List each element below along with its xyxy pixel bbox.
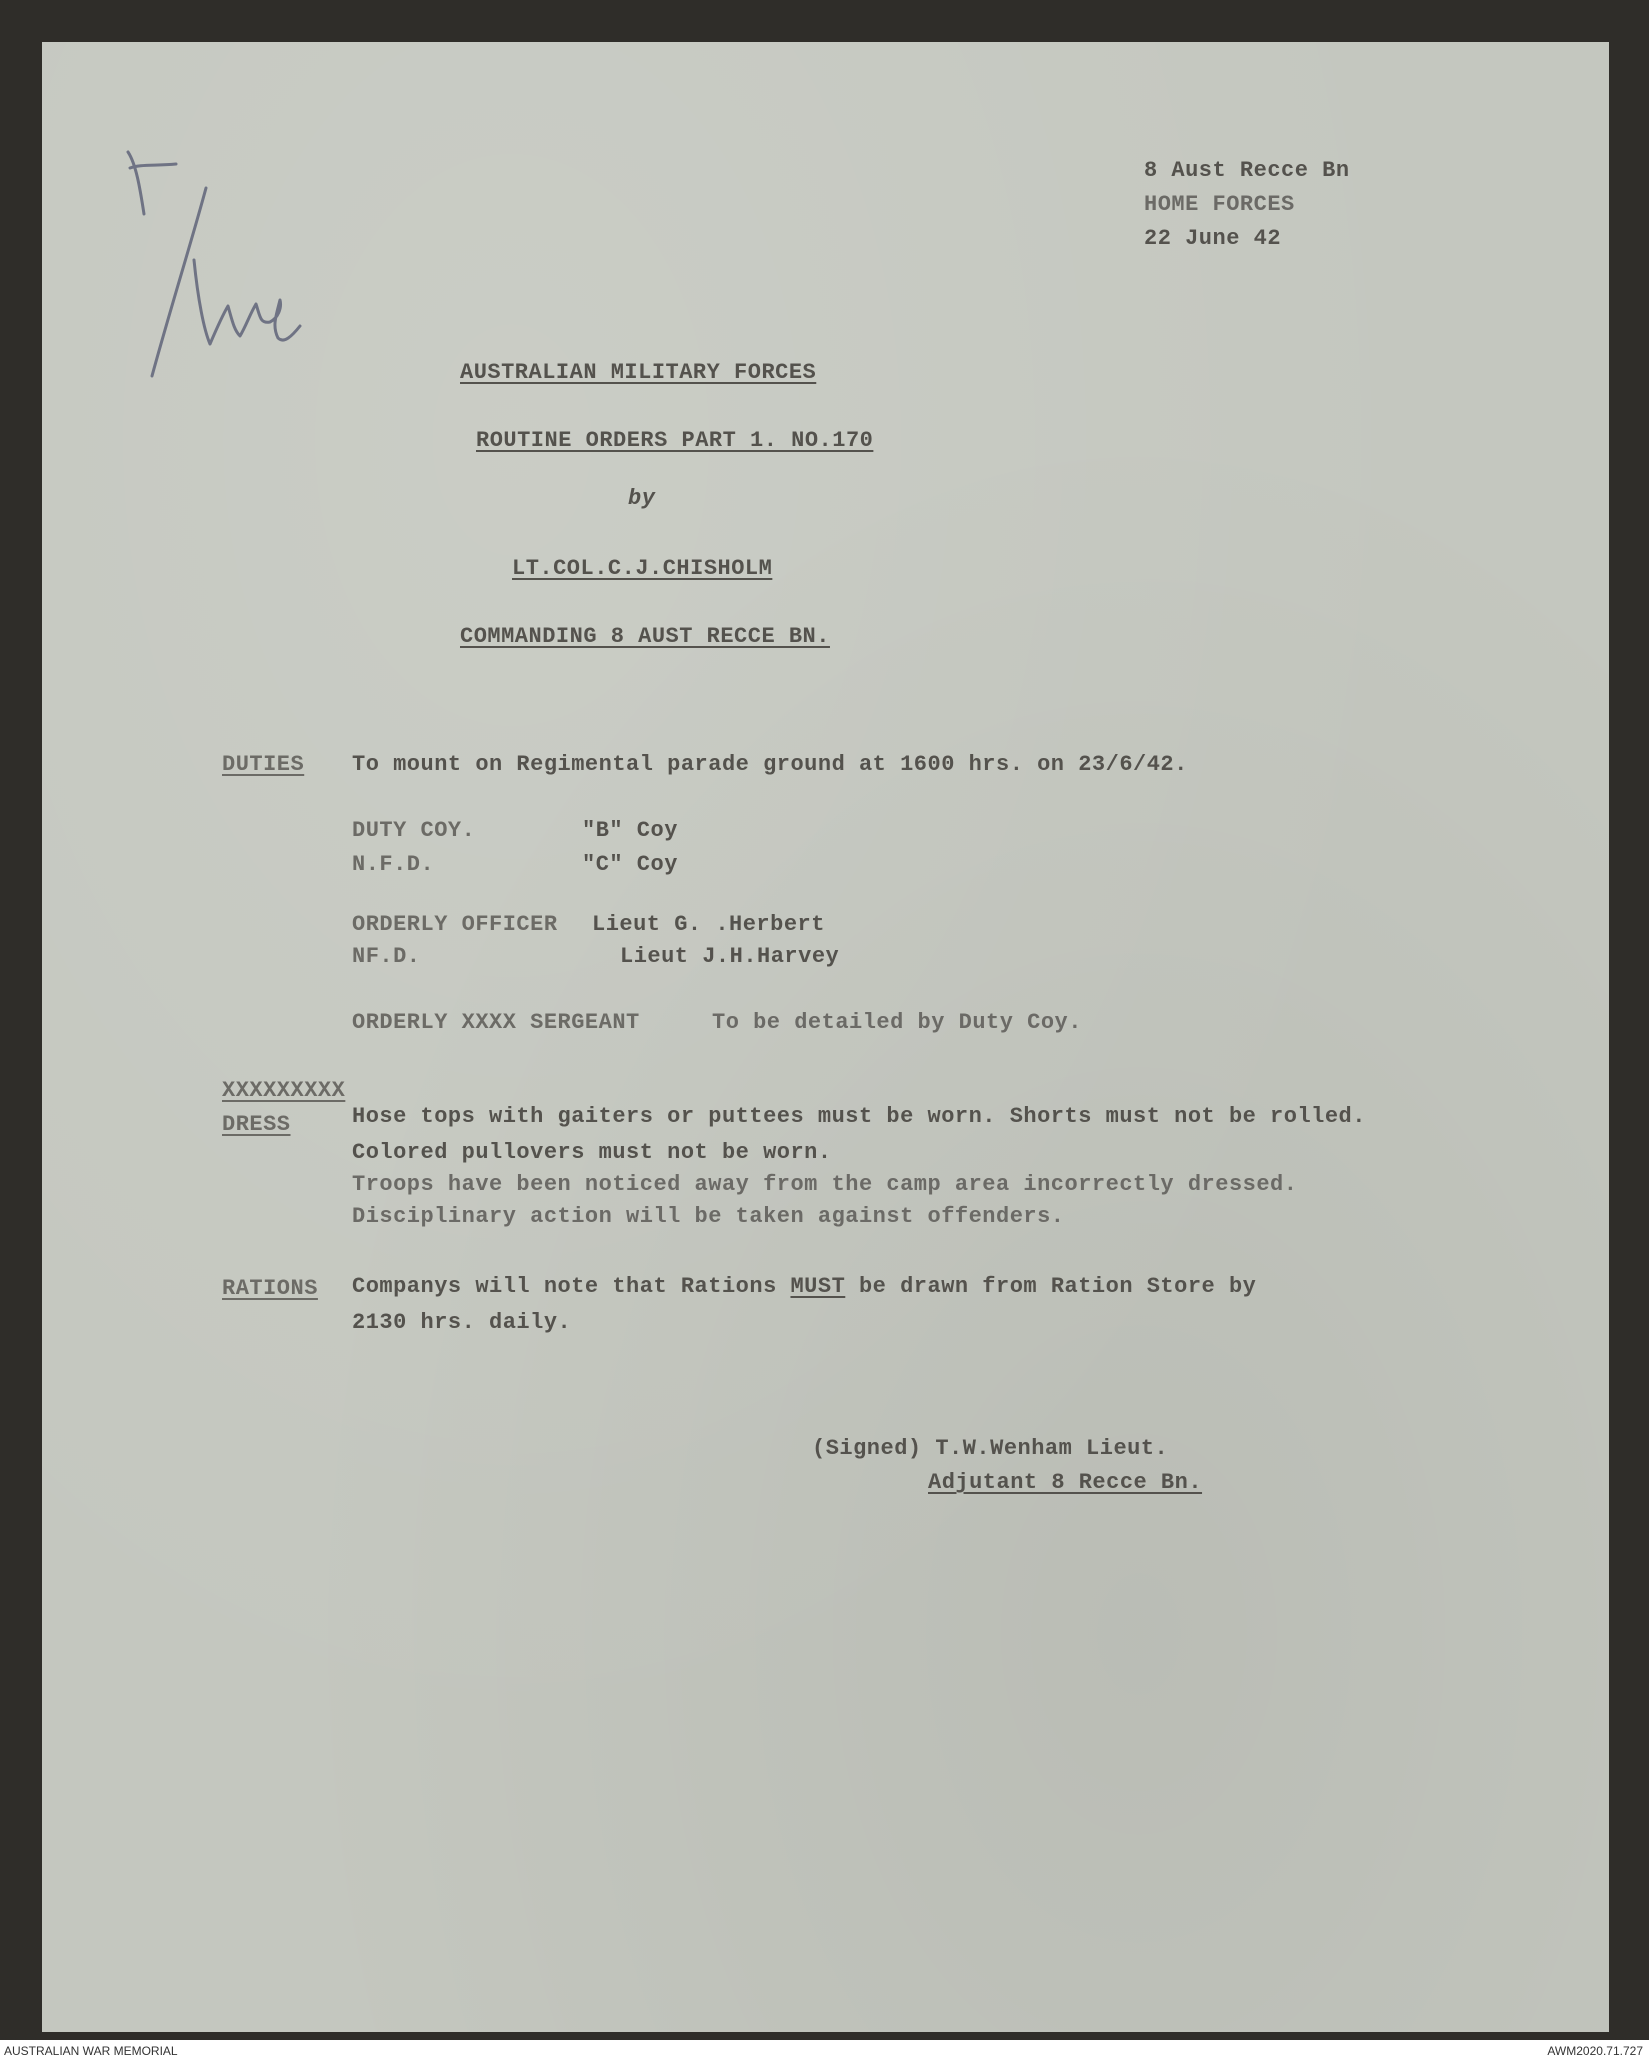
title-forces: AUSTRALIAN MILITARY FORCES: [460, 360, 817, 385]
dress-strikeout: XXXXXXXXX: [222, 1078, 346, 1103]
header-date: 22 June 42: [1144, 226, 1282, 251]
signature-line-1: (Signed) T.W.Wenham Lieut.: [812, 1436, 1169, 1461]
handwritten-annotation-icon: [110, 130, 310, 410]
rations-line-2: 2130 hrs. daily.: [352, 1310, 572, 1335]
rations-must: MUST: [790, 1274, 846, 1299]
nfd-officer-label: NF.D.: [352, 944, 421, 969]
duties-heading: DUTIES: [222, 752, 305, 777]
duty-coy-value: "B" Coy: [582, 818, 678, 843]
orderly-sergeant-label: ORDERLY XXXX SERGEANT: [352, 1010, 640, 1035]
header-unit: 8 Aust Recce Bn: [1144, 158, 1350, 183]
nfd-value: "C" Coy: [582, 852, 678, 877]
orderly-officer-value: Lieut G. .Herbert: [592, 912, 825, 937]
rations-line-1-post: be drawn from Ration Store by: [845, 1274, 1257, 1299]
title-by: by: [628, 486, 656, 511]
nfd-officer-value: Lieut J.H.Harvey: [620, 944, 840, 969]
orderly-sergeant-value: To be detailed by Duty Coy.: [712, 1010, 1082, 1035]
footer-reference: AWM2020.71.727: [1547, 2044, 1643, 2058]
rations-line-1-pre: Companys will note that Rations: [352, 1274, 791, 1299]
signature-line-2: Adjutant 8 Recce Bn.: [928, 1470, 1203, 1495]
orderly-officer-label: ORDERLY OFFICER: [352, 912, 558, 937]
rations-line-1: [352, 1274, 1256, 1299]
title-officer: LT.COL.C.J.CHISHOLM: [512, 556, 773, 581]
dress-line-4: Disciplinary action will be taken against offenders.: [352, 1204, 1065, 1229]
header-forces: HOME FORCES: [1144, 192, 1295, 217]
title-routine-orders: ROUTINE ORDERS PART 1. NO.170: [476, 428, 874, 453]
dress-line-2: Colored pullovers must not be worn.: [352, 1140, 832, 1165]
title-command: COMMANDING 8 AUST RECCE BN.: [460, 624, 830, 649]
nfd-label: N.F.D.: [352, 852, 435, 877]
duty-coy-label: DUTY COY.: [352, 818, 476, 843]
dress-line-1: Hose tops with gaiters or puttees must be worn. Shorts must not be rolled.: [352, 1104, 1366, 1129]
footer-archive: AUSTRALIAN WAR MEMORIAL: [4, 2044, 178, 2058]
rations-heading: RATIONS: [222, 1276, 318, 1301]
duties-intro: To mount on Regimental parade ground at 1600 hrs. on 23/6/42.: [352, 752, 1188, 777]
dress-heading: DRESS: [222, 1112, 291, 1137]
dress-line-3: Troops have been noticed away from the camp area incorrectly dressed.: [352, 1172, 1298, 1197]
